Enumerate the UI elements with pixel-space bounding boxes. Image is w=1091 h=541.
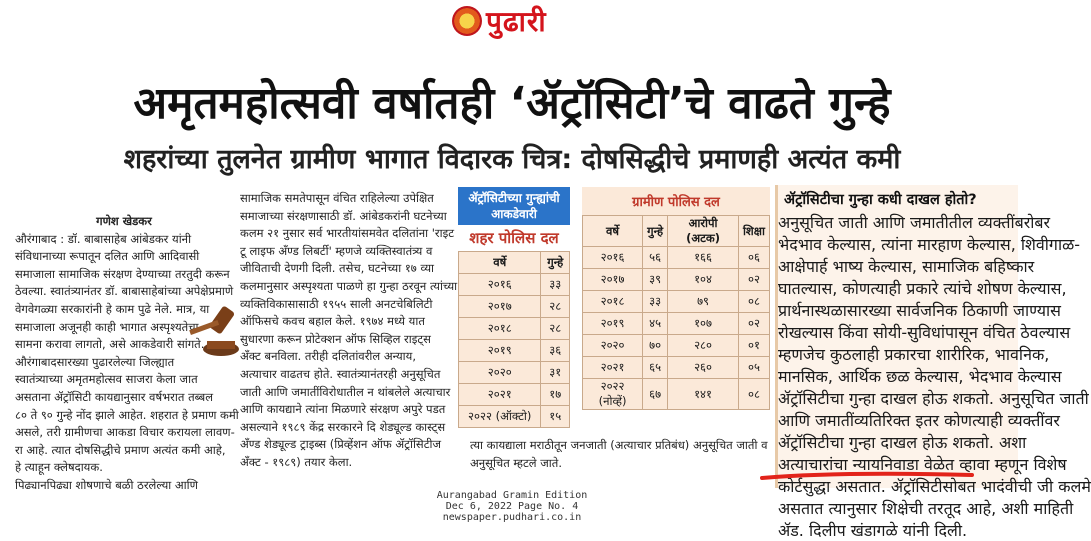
col1-line: असले, तरी ग्रामीणचा आकडा विचार करायला लावण- bbox=[15, 425, 235, 440]
table-header: वर्षे bbox=[459, 252, 541, 274]
table-cell: २०१९ bbox=[583, 313, 643, 335]
sidebox-line: मानसिक, आर्थिक छळ केल्यास, भेदभाव केल्यास bbox=[778, 367, 1062, 386]
table-row bbox=[583, 313, 770, 335]
table-cell: १०७ bbox=[668, 313, 739, 335]
sidebox-line: अनुसूचित जाती आणि जमातीतील व्यक्तींबरोबर bbox=[778, 213, 1051, 232]
table-header: वर्षे bbox=[583, 216, 643, 247]
table-cell: ३९ bbox=[643, 269, 668, 291]
sidebox-line: भेदभाव केल्यास, त्यांना मारहाण केल्यास, शिवीगाळ- bbox=[778, 235, 1081, 254]
table-cell: ३६ bbox=[541, 340, 570, 362]
table-cell: ३३ bbox=[541, 274, 570, 296]
table-cell: ७० bbox=[643, 335, 668, 357]
table-cell: २८ bbox=[541, 318, 570, 340]
table-row bbox=[459, 296, 570, 318]
table-cell: २६० bbox=[668, 357, 739, 379]
col2-line: टू लाइफ अँण्ड लिबर्टी' म्हणजे व्यक्तिस्वातंत्र्य व bbox=[240, 243, 433, 258]
sidebox-line: घातल्यास, कोणत्याही प्रकारे त्यांचे शोषण केल्यास, bbox=[778, 279, 1067, 298]
gavel-icon bbox=[185, 305, 243, 361]
sidebox-line: कोर्टसुद्धा असतात. ॲट्रॉसिटीसोबत भादंवीची जी कलमे bbox=[778, 477, 1091, 496]
table-cell: २०२० bbox=[583, 335, 643, 357]
col2-line: जीविताची देणगी दिली. तसेच, घटनेच्या १७ व्या bbox=[240, 261, 435, 276]
table-cell: २८ bbox=[541, 296, 570, 318]
col1-line: वेगवेगळ्या सरकारांनी हे काम पुढे नेले. मात्र, या bbox=[15, 301, 210, 316]
col1-line: ८० ते ९० गुन्हे नोंद झाले आहेत. शहरात हे प्रमाण कमी bbox=[15, 407, 239, 422]
col2-line: अत्याचार वाढतच होते. स्वातंत्र्यानंतरही अनुसूचित bbox=[240, 366, 441, 381]
col2-line: अँण्ड शेड्यूल्ड ट्राइब्स (प्रिव्हेंशन ऑफ ॲट्रॉसिटीज bbox=[240, 437, 442, 452]
col2-line: कलमानुसार अस्पृश्यता पाळणे हा गुन्हा ठरवून त्यांच्या bbox=[240, 278, 458, 293]
table-cell: ६७ bbox=[643, 379, 668, 410]
rural-table-title: ग्रामीण पोलिस दल bbox=[582, 187, 770, 215]
col2-line: सुधारणा करून प्रोटेक्शन ऑफ सिव्हिल राइट्स bbox=[240, 331, 431, 346]
col2-line: ऑफिसचे कवच बहाल केले. १९७४ मध्ये यात bbox=[240, 314, 425, 329]
sidebox-line: म्हणजेच कुठलाही प्रकारचा शारीरिक, भावनिक, bbox=[778, 345, 1050, 364]
col1-line: रा आहे. त्यात दोषसिद्धीचे प्रमाण अत्यंत कमी आहे, bbox=[15, 442, 226, 457]
column-2-text bbox=[240, 190, 458, 472]
table-cell: ०२ bbox=[738, 269, 769, 291]
footer-edition: Aurangabad Gramin Edition bbox=[436, 490, 588, 501]
byline: गणेश खेडकर bbox=[96, 214, 152, 228]
table-header: शिक्षा bbox=[738, 216, 769, 247]
table-cell: २०२१ bbox=[583, 357, 643, 379]
table-row bbox=[583, 247, 770, 269]
article-column-2 bbox=[240, 190, 458, 472]
sidebox-line: अत्याचारांचा न्यायनिवाडा वेळेत व्हावा म्हणून विशेष bbox=[778, 455, 1067, 474]
table-row bbox=[459, 318, 570, 340]
table-cell: ०६ bbox=[738, 247, 769, 269]
table-header: आरोपी (अटक) bbox=[668, 216, 739, 247]
table-row bbox=[459, 384, 570, 406]
table-cell: ७९ bbox=[668, 291, 739, 313]
table-cell: १६६ bbox=[668, 247, 739, 269]
sidebox-line: रोखल्यास किंवा सोयी-सुविधांपासून वंचित ठेवल्यास bbox=[778, 323, 1071, 342]
table-cell: ६५ bbox=[643, 357, 668, 379]
subheadline: शहरांच्या तुलनेत ग्रामीण भागात विदारक चित्र: दोषसिद्धीचे प्रमाणही अत्यंत कमी bbox=[123, 144, 901, 175]
column-1-text bbox=[15, 231, 239, 495]
col2-line: असल्याने १९८९ केंद्र सरकारने दि शेड्यूल्ड कास्ट्स bbox=[240, 419, 446, 434]
table-cell: १७ bbox=[541, 384, 570, 406]
headline: अमृतमहोत्सवी वर्षातही ‘ॲट्रॉसिटी’चे वाढते गुन्हे bbox=[133, 78, 891, 129]
col2-line: कलम २१ नुसार सर्व भारतीयांसमवेत दलितांना 'राइट bbox=[240, 226, 455, 241]
table-row bbox=[459, 340, 570, 362]
col2-line: जाती आणि जमातींविरोधातील न थांबलेले अत्याचार bbox=[240, 384, 451, 399]
table-cell: ३३ bbox=[643, 291, 668, 313]
sidebox-line: ॲड. दिलीप खंडागळे यांनी दिली. bbox=[778, 521, 968, 540]
col1-line: पिढ्यानपिढ्या शोषणाचे बळी ठरलेल्या आणि bbox=[15, 477, 198, 492]
table-cell: २०२० bbox=[459, 362, 541, 384]
col2-line: अँक्ट बनविला. तरीही दलितांवरील अन्याय, bbox=[240, 349, 416, 364]
table-row bbox=[459, 274, 570, 296]
table-cell: २०२१ bbox=[459, 384, 541, 406]
col2-line: समाजाच्या संरक्षणासाठी डॉ. आंबेडकरांनी घटनेच्या bbox=[240, 208, 447, 223]
table-cell: ०८ bbox=[738, 379, 769, 410]
table-row bbox=[459, 362, 570, 384]
city-table-grid bbox=[458, 251, 570, 428]
sidebox-line: ॲट्रॉसिटीचा गुन्हा दाखल होऊ शकतो. अनुसूचित जाती bbox=[778, 389, 1089, 408]
table-cell: २०१९ bbox=[459, 340, 541, 362]
table-cell: ०१ bbox=[738, 335, 769, 357]
table-cell: २८० bbox=[668, 335, 739, 357]
col2-line: व्यक्तिविकासासाठी १९५५ साली अनटचेबिलिटी bbox=[240, 296, 433, 311]
col1-line: औरंगाबाद : डॉ. बाबासाहेब आंबेडकर यांनी bbox=[15, 231, 192, 246]
col2-line: आणि कायद्याने त्यांना मिळणारे संरक्षण अपुरे पडत bbox=[240, 402, 446, 417]
col1-line: हे त्याहून क्लेषदायक. bbox=[15, 460, 103, 475]
table-row bbox=[583, 291, 770, 313]
table-row bbox=[583, 357, 770, 379]
table-row bbox=[583, 335, 770, 357]
col1-line: समाजाला सामाजिक संरक्षण देण्याच्या तरतुदी करून bbox=[15, 266, 230, 281]
footer-date-page: Dec 6, 2022 Page No. 4 bbox=[445, 501, 579, 512]
masthead-logo bbox=[452, 2, 562, 42]
sidebox-line: आणि जमातींव्यतिरिक्त इतर कोणत्याही व्यक्तींवर bbox=[778, 411, 1060, 430]
col1-line: समाजाला अजूनही काही भागात अस्पृश्यतेचा bbox=[15, 319, 199, 334]
col1-line: स्वातंत्र्याच्या अमृतमहोत्सव साजरा केला जात bbox=[15, 372, 198, 387]
col1-line: ठेवल्या. स्वातंत्र्यानंतर डॉ. बाबासाहेबांच्या अपेक्षेप्रमाणे bbox=[15, 284, 234, 299]
table-cell: २०१८ bbox=[583, 291, 643, 313]
sidebox-line: ॲट्रॉसिटीचा गुन्हा दाखल होऊ शकतो. अशा bbox=[778, 433, 1027, 452]
sidebox-title: ॲट्रॉसिटीचा गुन्हा कधी दाखल होतो? bbox=[784, 192, 977, 208]
city-police-table bbox=[458, 187, 570, 428]
table-header: गुन्हे bbox=[643, 216, 668, 247]
masthead-name: पुढारी bbox=[486, 5, 547, 38]
sun-emblem-icon bbox=[452, 6, 482, 36]
table-row bbox=[583, 269, 770, 291]
table-cell: १०४ bbox=[668, 269, 739, 291]
table-cell: ५६ bbox=[643, 247, 668, 269]
table-cell: १४१ bbox=[668, 379, 739, 410]
table-cell: १५ bbox=[541, 406, 570, 428]
table-cell: २०१६ bbox=[459, 274, 541, 296]
footer-site: newspaper.pudhari.co.in bbox=[442, 512, 582, 523]
edition-footer bbox=[0, 490, 1074, 523]
red-underline-mark bbox=[760, 470, 975, 482]
table-cell: ०२ bbox=[738, 313, 769, 335]
table-cell: ३१ bbox=[541, 362, 570, 384]
table-row bbox=[459, 406, 570, 428]
article-continuation: त्या कायद्याला मराठीतून जनजाती (अत्याचार प्रतिबंध) अनुसूचित जाती व अनुसूचित म्हटले जाते. bbox=[470, 438, 768, 470]
table-cell: २०१७ bbox=[459, 296, 541, 318]
table-cell: ४५ bbox=[643, 313, 668, 335]
table-cell: ०८ bbox=[738, 291, 769, 313]
col1-line: असताना ॲट्रॉसिटी कायद्यानुसार वर्षभरात तब्बल bbox=[15, 389, 214, 404]
table-cell: २०२२ (ऑक्टो) bbox=[459, 406, 541, 428]
table-row bbox=[583, 379, 770, 410]
col1-line: औरंगाबादसारख्या पुढारलेल्या जिल्ह्यात bbox=[15, 354, 175, 369]
city-table-title: ॲट्रॉसिटीच्या गुन्ह्यांची आकडेवारी bbox=[458, 187, 570, 225]
sidebox-line: प्रार्थनास्थळासारख्या सार्वजनिक ठिकाणी जाण्यास bbox=[778, 301, 1061, 320]
rural-table-grid bbox=[582, 215, 770, 410]
col2-line: सामाजिक समतेपासून वंचित राहिलेल्या उपेक्षित bbox=[240, 191, 434, 205]
table-cell: ०५ bbox=[738, 357, 769, 379]
col2-line: अँक्ट - १९८९) तयार केला. bbox=[240, 454, 353, 469]
info-sidebox bbox=[775, 185, 1091, 540]
table-cell: २०१८ bbox=[459, 318, 541, 340]
table-cell: २०१६ bbox=[583, 247, 643, 269]
table-header: गुन्हे bbox=[541, 252, 570, 274]
sidebox-line: आक्षेपार्ह भाष्य केल्यास, सामाजिक बहिष्कार bbox=[778, 257, 1035, 276]
rural-police-table bbox=[582, 187, 770, 410]
table-cell: २०२२ (नोव्हें) bbox=[583, 379, 643, 410]
col1-line: संविधानाच्या रूपातून दलित आणि आदिवासी bbox=[15, 249, 200, 264]
col1-line: सामना करावा लागतो, असे आकडेवारी सांगते. bbox=[15, 337, 205, 352]
city-table-subtitle: शहर पोलिस दल bbox=[458, 225, 570, 251]
table-cell: २०१७ bbox=[583, 269, 643, 291]
sidebox-line: असतात त्यानुसार शिक्षेची तरतूद आहे, अशी माहिती bbox=[778, 499, 1074, 518]
